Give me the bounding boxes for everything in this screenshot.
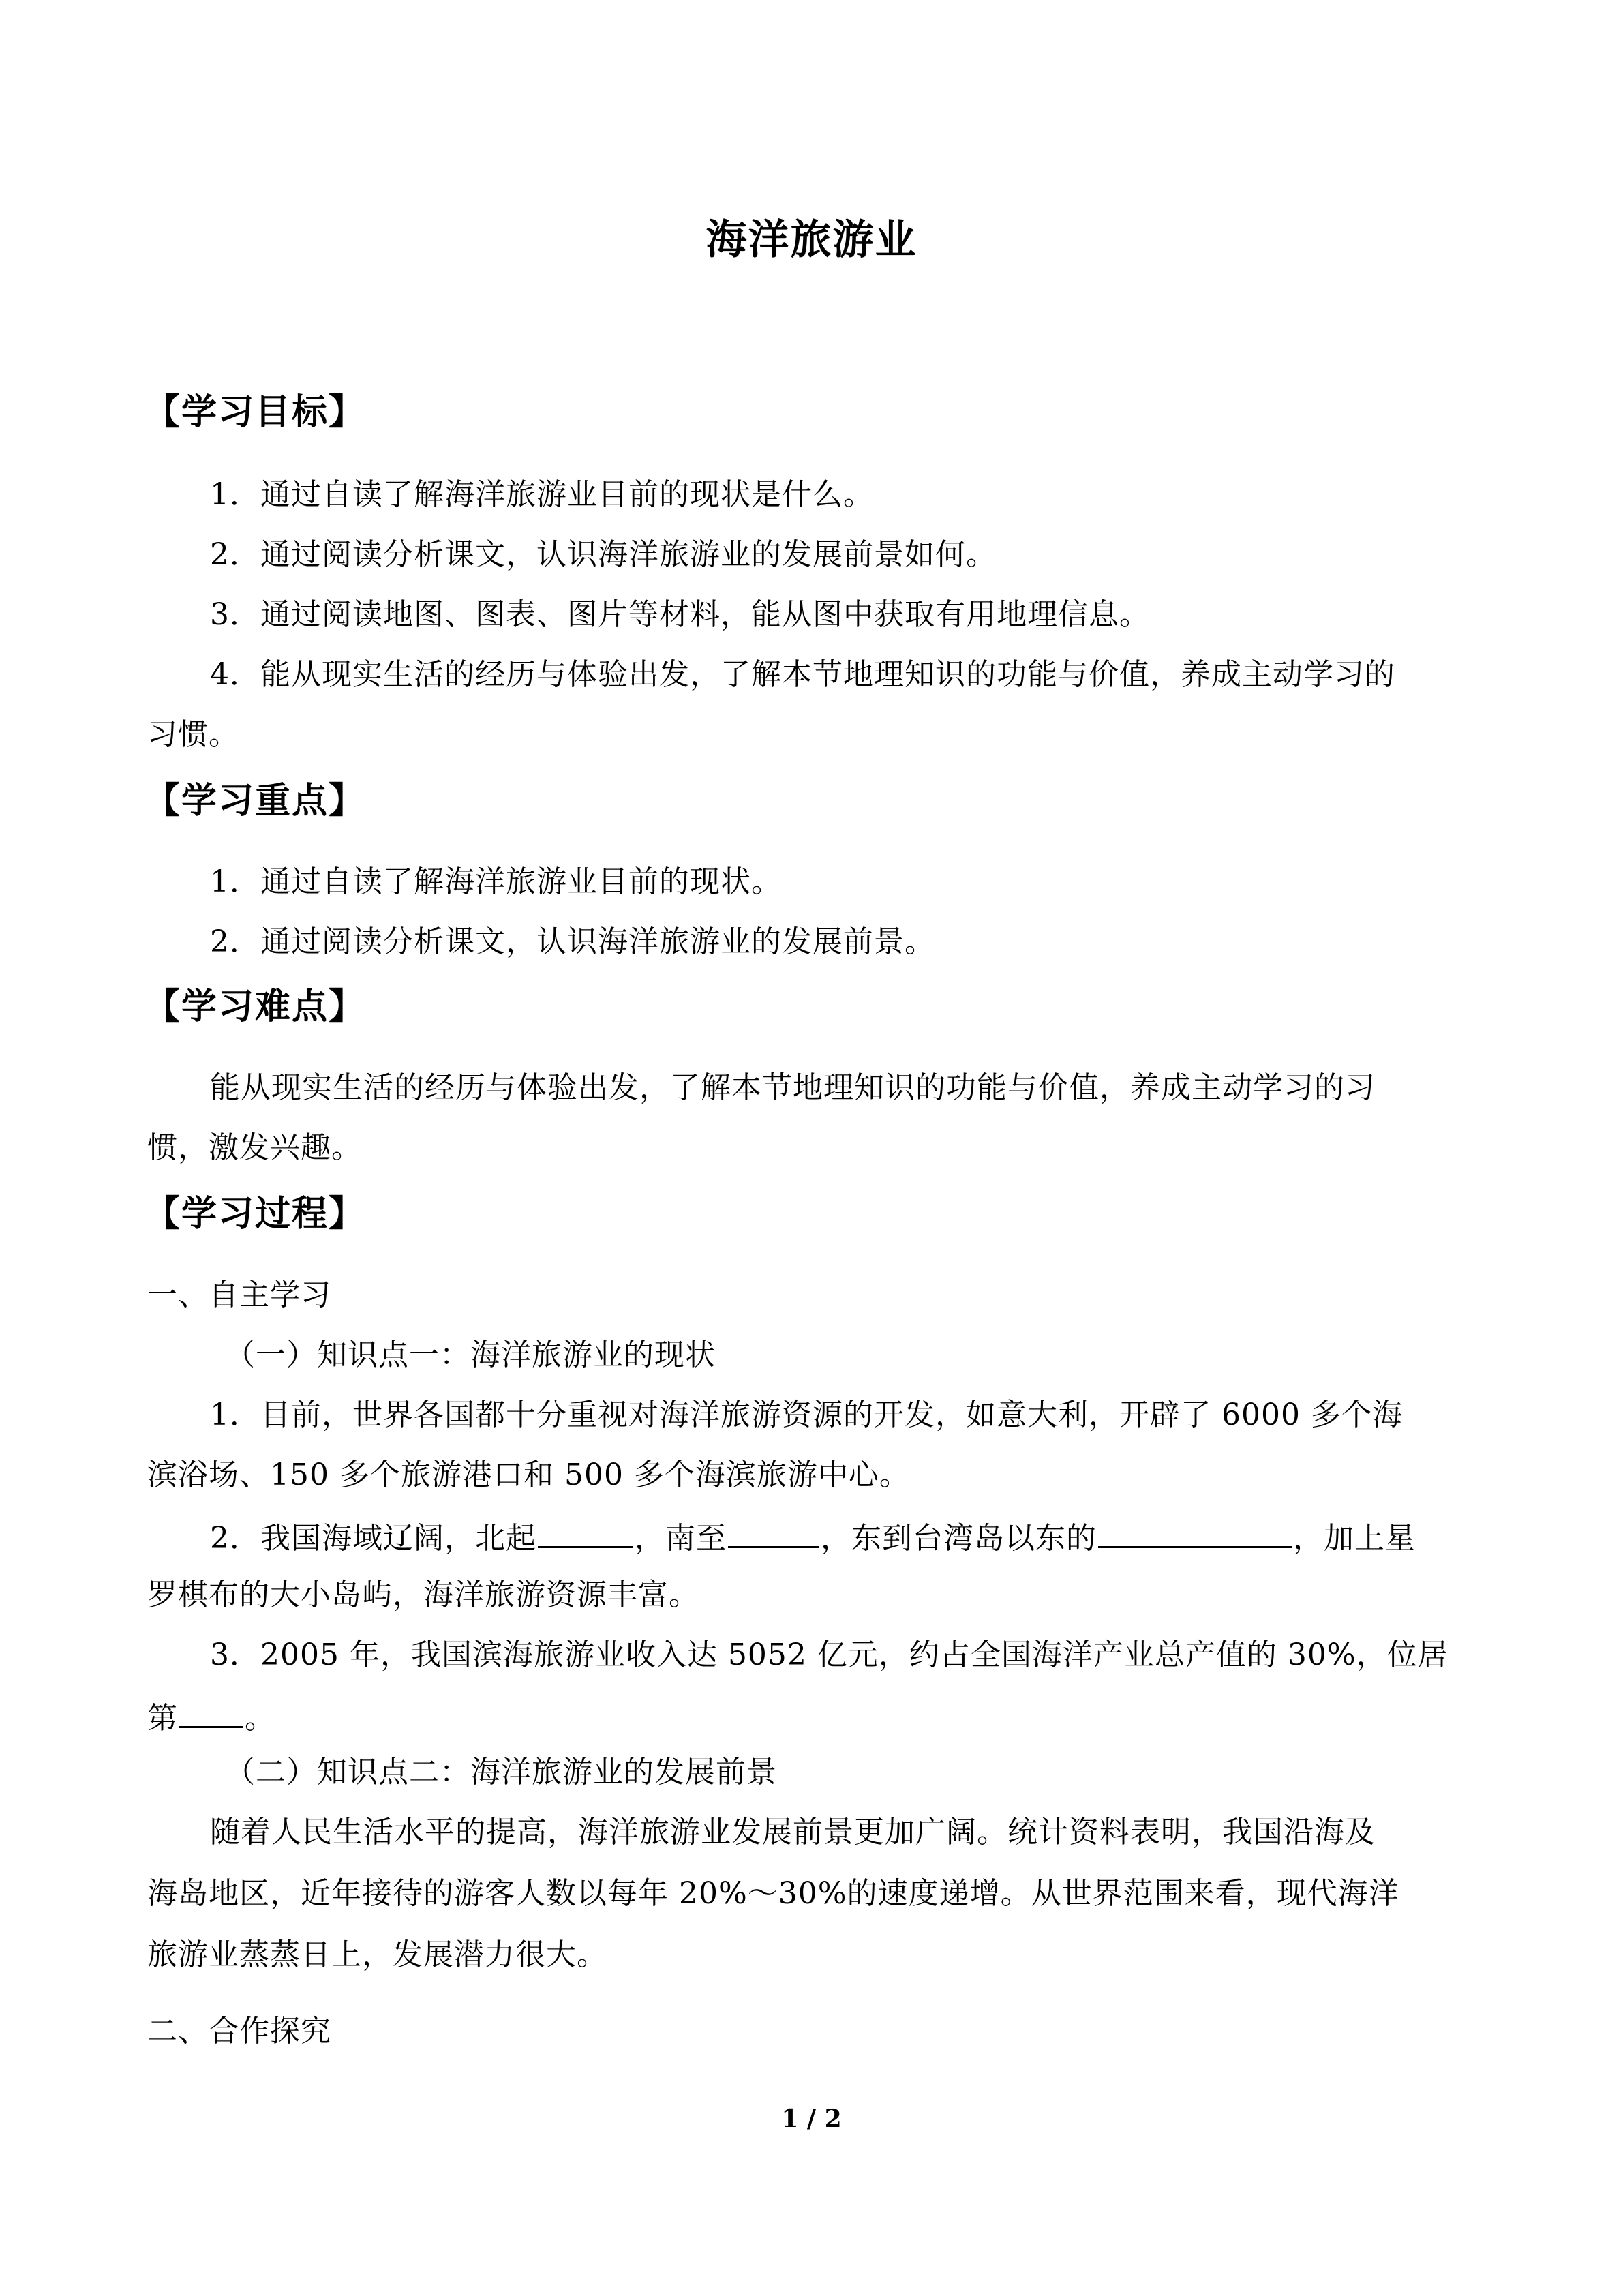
- part2-title: 二、合作探究: [147, 2014, 331, 2049]
- fill-blank-south[interactable]: [728, 1515, 819, 1548]
- fill-blank-east[interactable]: [1098, 1515, 1292, 1548]
- difficulty-text-2: 惯，激发兴趣。: [147, 1130, 362, 1165]
- focus-item-1: 1．通过自读了解海洋旅游业目前的现状。: [210, 864, 782, 899]
- kp1-item2-line2: 罗棋布的大小岛屿，海洋旅游资源丰富。: [147, 1577, 699, 1612]
- knowledge-point-2-title: （二）知识点二：海洋旅游业的发展前景: [225, 1755, 777, 1789]
- kp1-item3-text-b: 。: [245, 1701, 275, 1736]
- kp1-item2-line1: [210, 1515, 1416, 1559]
- kp2-text-line3: 旅游业蒸蒸日上，发展潜力很大。: [147, 1937, 607, 1972]
- knowledge-point-1-title: （一）知识点一：海洋旅游业的现状: [225, 1338, 716, 1372]
- kp1-item2-text-d: ，加上星: [1293, 1521, 1416, 1556]
- difficulty-text-1: 能从现实生活的经历与体验出发，了解本节地理知识的功能与价值，养成主动学习的习: [210, 1070, 1376, 1105]
- heading-learning-goals: 【学习目标】: [145, 391, 366, 433]
- kp1-item3-text-a: 第: [147, 1701, 178, 1736]
- heading-learning-difficulty: 【学习难点】: [145, 986, 366, 1027]
- kp1-item3-line2: [147, 1695, 275, 1739]
- goal-item-2: 2．通过阅读分析课文，认识海洋旅游业的发展前景如何。: [210, 537, 997, 572]
- heading-learning-process: 【学习过程】: [145, 1193, 366, 1235]
- kp1-item1-line2: 滨浴场、150 多个旅游港口和 500 多个海滨旅游中心。: [147, 1457, 910, 1492]
- kp1-item1-line1: 1．目前，世界各国都十分重视对海洋旅游资源的开发，如意大利，开辟了 6000 多个海: [210, 1398, 1403, 1432]
- page-title: 海洋旅游业: [706, 216, 917, 264]
- part1-title: 一、自主学习: [147, 1278, 331, 1312]
- goal-item-3: 3．通过阅读地图、图表、图片等材料，能从图中获取有用地理信息。: [210, 597, 1150, 632]
- kp2-text-line1: 随着人民生活水平的提高，海洋旅游业发展前景更加广阔。统计资料表明，我国沿海及: [210, 1815, 1376, 1849]
- page-number: 1 / 2: [781, 2104, 842, 2133]
- fill-blank-north[interactable]: [538, 1515, 633, 1548]
- heading-learning-focus: 【学习重点】: [145, 780, 366, 821]
- fill-blank-rank[interactable]: [179, 1695, 243, 1728]
- focus-item-2: 2．通过阅读分析课文，认识海洋旅游业的发展前景。: [210, 924, 935, 959]
- kp1-item2-text-b: ，南至: [635, 1521, 727, 1556]
- goal-item-4-cont: 习惯。: [147, 717, 239, 752]
- goal-item-1: 1．通过自读了解海洋旅游业目前的现状是什么。: [210, 477, 874, 512]
- kp2-text-line2: 海岛地区，近年接待的游客人数以每年 20%～30%的速度递增。从世界范围来看，现代海洋: [147, 1876, 1399, 1911]
- kp1-item2-text-a: 2．我国海域辽阔，北起: [210, 1521, 536, 1556]
- kp1-item2-text-c: ，东到台湾岛以东的: [821, 1521, 1097, 1556]
- goal-item-4: 4．能从现实生活的经历与体验出发，了解本节地理知识的功能与价值，养成主动学习的: [210, 657, 1395, 692]
- kp1-item3-line1: 3．2005 年，我国滨海旅游业收入达 5052 亿元，约占全国海洋产业总产值的 30%，位居: [210, 1637, 1448, 1672]
